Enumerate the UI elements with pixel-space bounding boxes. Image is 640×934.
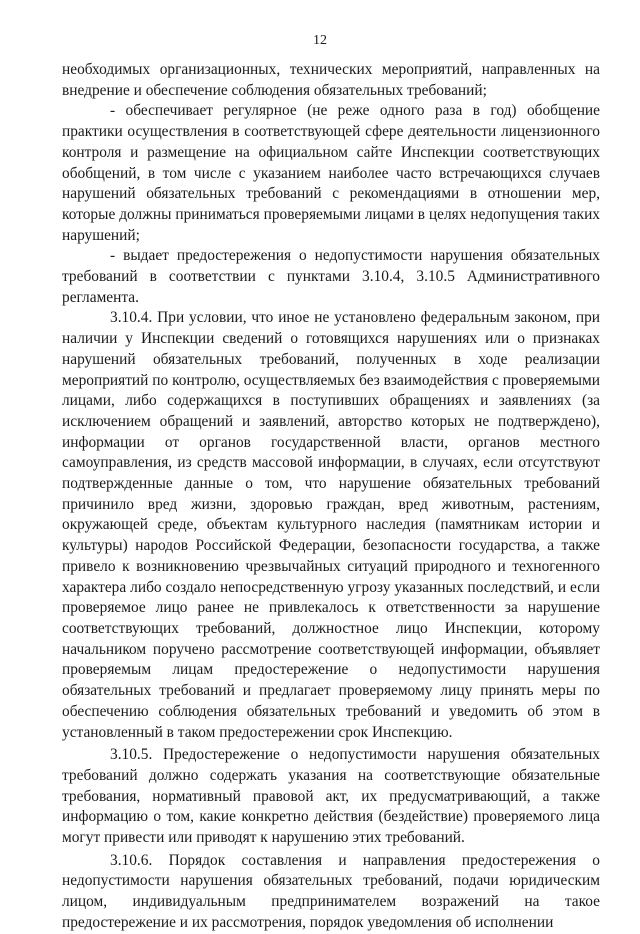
document-text (62, 60, 600, 934)
page-number: 12 (313, 33, 327, 48)
paragraph-3-10-5: 3.10.5. Предостережение о недопустимости нарушения обязательных требований должно содержать указания на соответствующие обязательные требования, нормативный правовой акт, их предусматривающий, а также информацию о том, какие конкретно действия (бездействие) проверяемого лица могут привести или приводят к нарушению этих требований. (62, 746, 600, 847)
paragraph-3-10-6: 3.10.6. Порядок составления и направления предостережения о недопустимости нарушения обязательных требований, подачи юридическим лицом, индивидуальным предпринимателем возражений на такое предостережение и их рассмотрения, порядок уведомления об исполнении (62, 851, 600, 931)
paragraph-1: необходимых организационных, технических мероприятий, направленных на внедрение и обеспечение соблюдения обязательных требований; (62, 61, 600, 99)
paragraph-3: - выдает предостережения о недопустимости нарушения обязательных требований в соответствии с пунктами 3.10.4, 3.10.5 Административного регламента. (62, 247, 600, 306)
paragraph-2: - обеспечивает регулярное (не реже одного раза в год) обобщение практики осуществления в соответствующей сфере деятельности лицензионного контроля и размещение на официальном сайте Инспекции соответствующих обобщений, в том числе с указанием наиболее часто встречающихся случаев нарушений обязательных требований с рекомендациями в отношении мер, которые должны приниматься проверяемыми лицами в целях недопущения таких нарушений; (62, 102, 600, 244)
paragraph-3-10-4: 3.10.4. При условии, что иное не установлено федеральным законом, при наличии у Инспекции сведений о готовящихся нарушениях или о признаках нарушений обязательных требований, полученных в ходе реализации мероприятий по контролю, осуществляемых без взаимодействия с проверяемыми лицами, либо содержащихся в поступивших обращениях и заявлениях (за исключением обращений и заявлений, авторство которых не подтверждено), информации от органов государственной власти, органов местного самоуправления, из средств массовой информации, в случаях, если отсутствуют подтвержденные данные о том, что нарушение обязательных требований причинило вред жизни, здоровью граждан, вред животным, растениям, окружающей среде, объектам культурного наследия (памятникам истории и культуры) народов Российской Федерации, безопасности государства, а также привело к возникновению чрезвычайных ситуаций природного и техногенного характера либо создало непосредственную угрозу указанных последствий, и если проверяемое лицо ранее не привлекалось к ответственности за нарушение соответствующих требований, должностное лицо Инспекции, которому начальником поручено рассмотрение соответствующей информации, объявляет проверяемым лицам предостережение о недопустимости нарушения обязательных требований и предлагает проверяемому лицу принять меры по обеспечению соблюдения обязательных требований и уведомить об этом в установленный в таком предостережении срок Инспекцию. (62, 309, 600, 741)
